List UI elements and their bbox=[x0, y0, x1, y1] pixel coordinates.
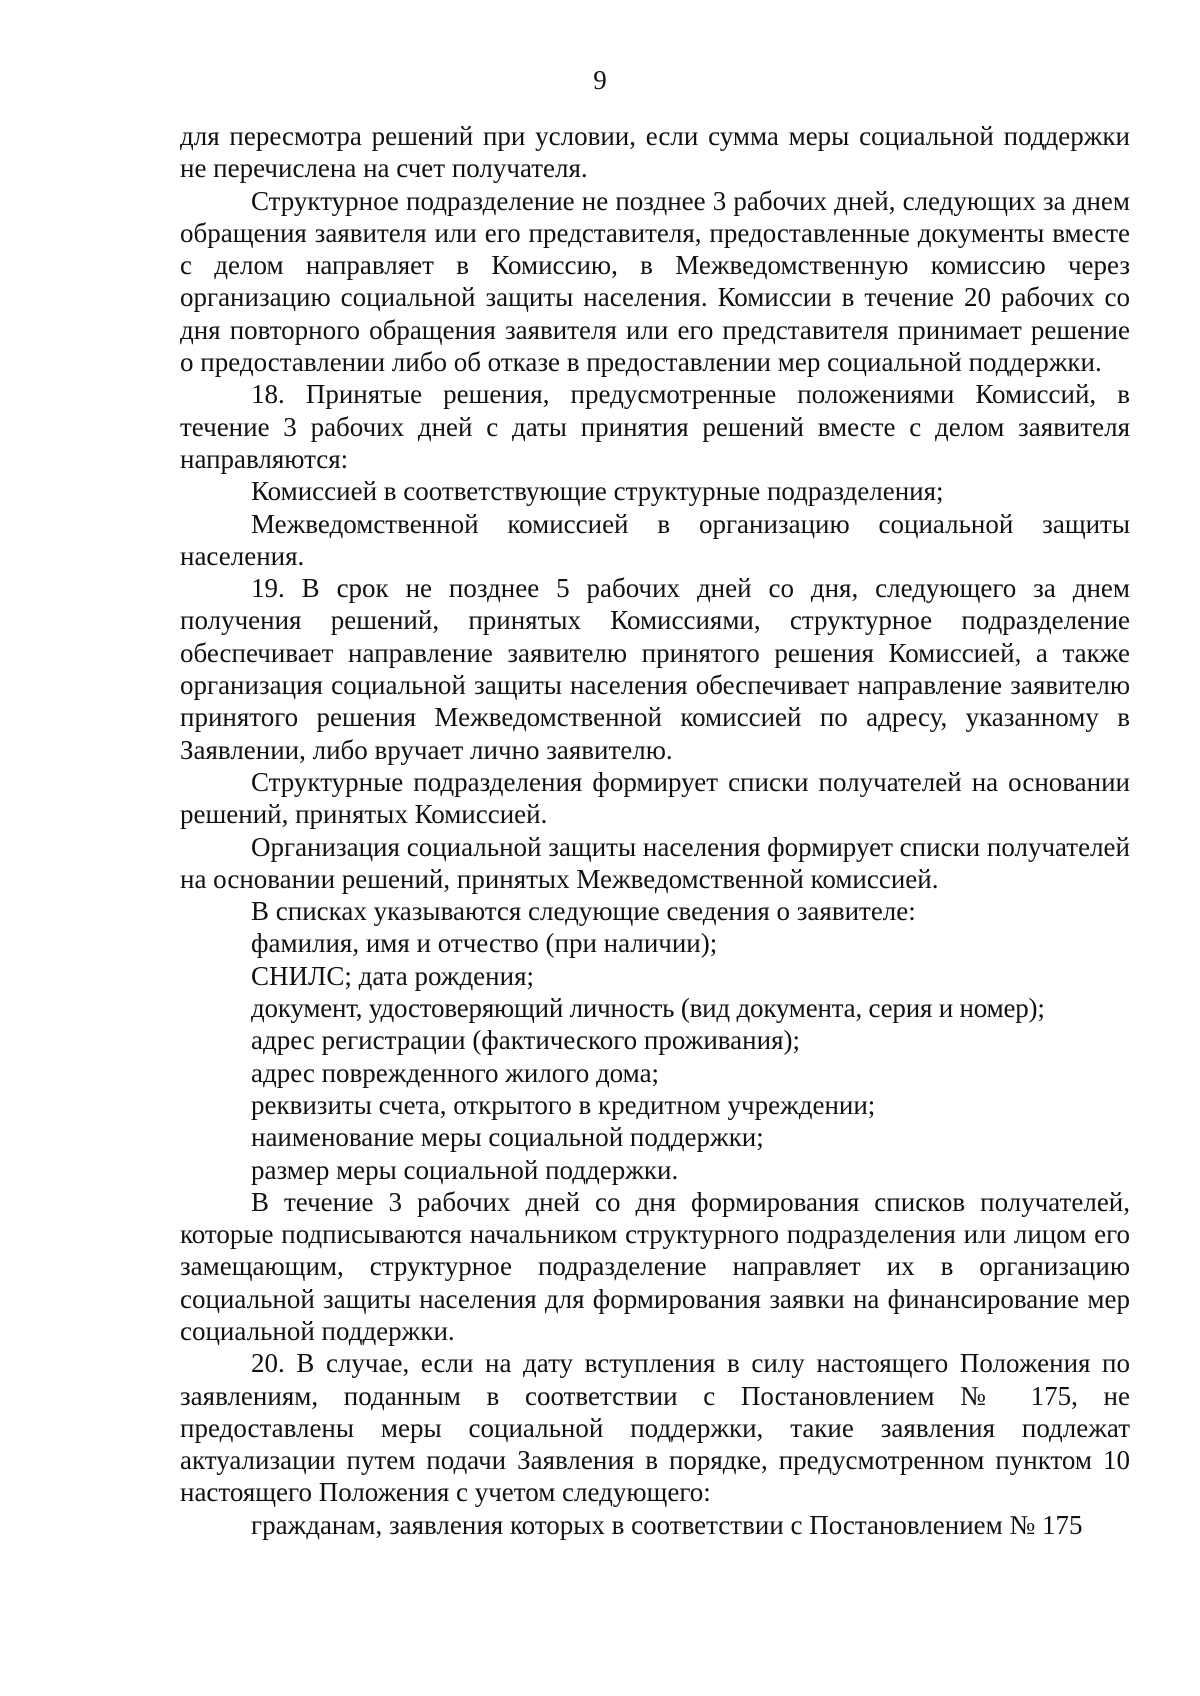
paragraph-citizens-continuation: гражданам, заявления которых в соответствии с Постановлением № 175 bbox=[251, 1509, 1083, 1540]
paragraph-interdepartmental-recipients: Межведомственной комиссией в организацию социальной защиты населения. bbox=[180, 508, 1130, 571]
paragraph-structural-unit-deadline: Структурное подразделение не позднее 3 рабочих дней, следующих за днем обращения заявителя или его представителя, предоставленные документы вместе с делом направляет в Комиссию, в Межведомственную комиссию через организацию социальной защиты населения. Комиссии в течение 20 рабочих со дня повторного обращения заявителя или его представителя принимает решение о предоставлении либо об отказе в предоставлении мер социальной поддержки. bbox=[180, 185, 1130, 378]
list-item-identity-document: документ, удостоверяющий личность (вид документа, серия и номер); bbox=[251, 993, 1045, 1024]
list-item-snils-birthdate: СНИЛС; дата рождения; bbox=[251, 960, 534, 991]
paragraph-item-18: 18. Принятые решения, предусмотренные положениями Комиссий, в течение 3 рабочих дней с даты принятия решений вместе с делом заявителя направляются: bbox=[180, 379, 1130, 474]
paragraph-commission-recipients: Комиссией в соответствующие структурные подразделения; bbox=[251, 476, 944, 507]
list-item-registration-address: адрес регистрации (фактического проживания); bbox=[251, 1025, 800, 1056]
paragraph-item-20: 20. В случае, если на дату вступления в силу настоящего Положения по заявлениям, поданным в соответствии с Постановлением № 175, не предоставлены меры социальной поддержки, такие заявления подлежат актуализации путем подачи Заявления в порядке, предусмотренном пунктом 10 настоящего Положения с учетом следующего: bbox=[180, 1348, 1130, 1508]
list-item-support-name: наименование меры социальной поддержки; bbox=[251, 1122, 764, 1153]
list-item-support-amount: размер меры социальной поддержки. bbox=[251, 1154, 679, 1185]
paragraph-lists-intro: В списках указываются следующие сведения о заявителе: bbox=[251, 896, 916, 927]
page-number: 9 bbox=[593, 65, 607, 95]
document-body bbox=[180, 120, 1130, 1541]
paragraph-organization-lists: Организация социальной защиты населения формирует списки получателей на основании решений, принятых Межведомственной комиссией. bbox=[180, 831, 1130, 894]
paragraph-structural-lists: Структурные подразделения формирует списки получателей на основании решений, принятых Комиссией. bbox=[180, 766, 1130, 830]
list-item-damaged-house-address: адрес поврежденного жилого дома; bbox=[251, 1057, 660, 1088]
list-item-bank-account: реквизиты счета, открытого в кредитном учреждении; bbox=[251, 1089, 876, 1120]
paragraph-item-19: 19. В срок не позднее 5 рабочих дней со дня, следующего за днем получения решений, принятых Комиссиями, структурное подразделение обеспечивает направление заявителю принятого решения Комиссией, а также организация социальной защиты населения обеспечивает направление заявителю принятого решения Межведомственной комиссией по адресу, указанному в Заявлении, либо вручает лично заявителю. bbox=[180, 573, 1130, 765]
paragraph-continuation: для пересмотра решений при условии, если сумма меры социальной поддержки не перечислена на счет получателя. bbox=[180, 121, 1130, 184]
paragraph-lists-signing: В течение 3 рабочих дней со дня формирования списков получателей, которые подписываются начальником структурного подразделения или лицом его замещающим, структурное подразделение направляет их в организацию социальной защиты населения для формирования заявки на финансирование мер социальной поддержки. bbox=[180, 1186, 1130, 1346]
list-item-full-name: фамилия, имя и отчество (при наличии); bbox=[251, 928, 718, 959]
